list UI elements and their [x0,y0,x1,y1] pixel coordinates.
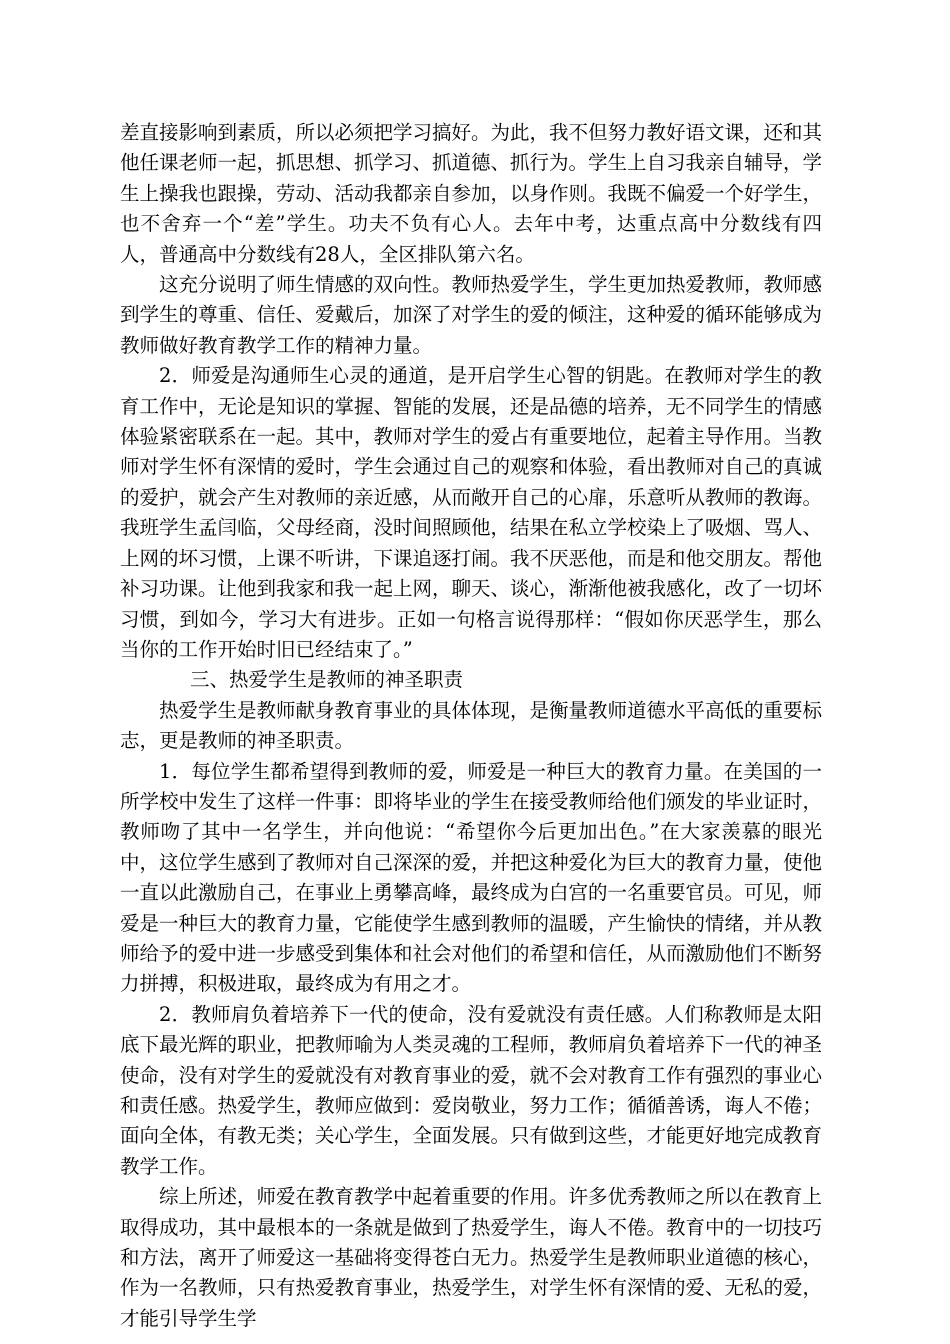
paragraph-point-2-mission: 2．教师肩负着培养下一代的使命，没有爱就没有责任感。人们称教师是太阳底下最光辉的职业，把教师喻为人类灵魂的工程师，教师肩负着培养下一代的神圣使命，没有对学生的爱就没有对教育事业的爱，就不会对教育工作有强烈的事业心和责任感。热爱学生，教师应做到：爱岗敬业，努力工作；循循善诱，诲人不倦；面向全体，有教无类；关心学生，全面发展。只有做到这些，才能更好地完成教育教学工作。 [120,1002,823,1178]
paragraph-continuation: 差直接影响到素质，所以必须把学习搞好。为此，我不但努力教好语文课，还和其他任课老师一起，抓思想、抓学习、抓道德、抓行为。学生上自习我亲自辅导，学生上操我也跟操，劳动、活动我都亲自参加，以身作则。我既不偏爱一个好学生，也不舍弃一个“差”学生。功夫不负有心人。去年中考，达重点高中分数线有四人，普通高中分数线有28人，全区排队第六名。 [120,121,823,266]
paragraph-section-3-intro: 热爱学生是教师献身教育事业的具体体现，是衡量教师道德水平高低的重要标志，更是教师的神圣职责。 [120,698,823,753]
paragraph-point-1-educational-force: 1．每位学生都希望得到教师的爱，师爱是一种巨大的教育力量。在美国的一所学校中发生了这样一件事：即将毕业的学生在接受教师给他们颁发的毕业证时，教师吻了其中一名学生，并向他说：“希望你今后更加出色。”在大家羡慕的眼光中，这位学生感到了教师对自己深深的爱，并把这种爱化为巨大的教育力量，使他一直以此激励自己，在事业上勇攀高峰，最终成为白宫的一名重要官员。可见，师爱是一种巨大的教育力量，它能使学生感到教师的温暖，产生愉快的情绪，并从教师给予的爱中进一步感受到集体和社会对他们的希望和信任，从而激励他们不断努力拼搏，积极进取，最终成为有用之才。 [120,759,823,996]
paragraph-conclusion: 综上所述，师爱在教育教学中起着重要的作用。许多优秀教师之所以在教育上取得成功，其中最根本的一条就是做到了热爱学生，诲人不倦。教育中的一切技巧和方法，离开了师爱这一基础将变得苍白无力。热爱学生是教师职业道德的核心，作为一名教师，只有热爱教育事业，热爱学生，对学生怀有深情的爱、无私的爱，才能引导学生学 [120,1185,823,1330]
section-heading-3: 三、热爱学生是教师的神圣职责 [190,668,464,692]
paragraph-two-way-emotion: 这充分说明了师生情感的双向性。教师热爱学生，学生更加热爱教师，教师感到学生的尊重、信任、爱戴后，加深了对学生的爱的倾注，这种爱的循环能够成为教师做好教育教学工作的精神力量。 [120,273,823,357]
document-body [120,118,822,1334]
paragraph-point-2-channel: 2．师爱是沟通师生心灵的通道，是开启学生心智的钥匙。在教师对学生的教育工作中，无论是知识的掌握、智能的发展，还是品德的培养，无不同学生的情感体验紧密联系在一起。其中，教师对学生的爱占有重要地位，起着主导作用。当教师对学生怀有深情的爱时，学生会通过自己的观察和体验，看出教师对自己的真诚的爱护，就会产生对教师的亲近感，从而敞开自己的心扉，乐意听从教师的教诲。我班学生孟闫临，父母经商，没时间照顾他，结果在私立学校染上了吸烟、骂人、上网的坏习惯，上课不听讲，下课追逐打闹。我不厌恶他，而是和他交朋友。帮他补习功课。让他到我家和我一起上网，聊天、谈心，渐渐他被我感化，改了一切坏习惯，到如今，学习大有进步。正如一句格言说得那样：“假如你厌恶学生，那么当你的工作开始时旧已经结束了。” [120,364,823,661]
